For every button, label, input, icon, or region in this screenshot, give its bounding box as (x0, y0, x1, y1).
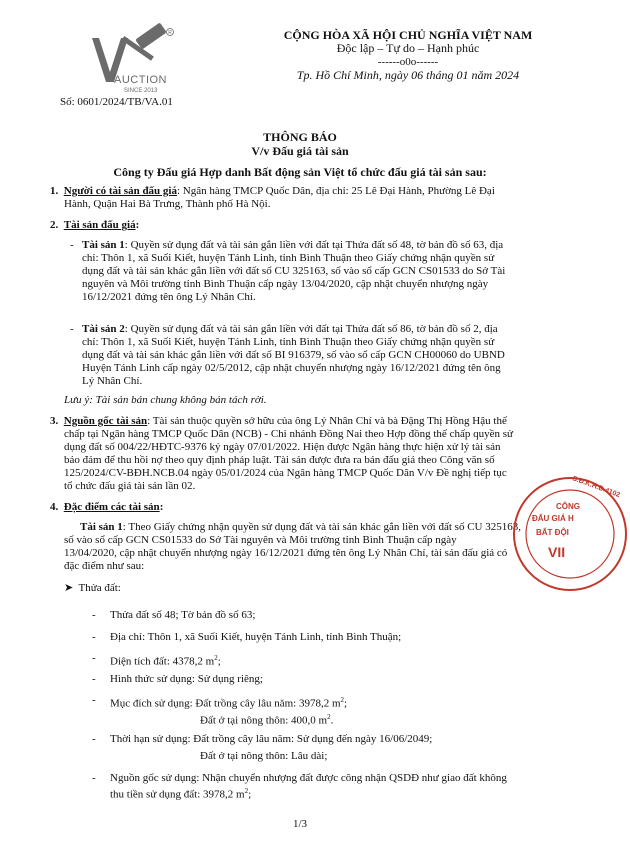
section-3-line2: chấp tại Ngân hàng TMCP Quốc Dân (NCB) - Chi nhánh Đồng Nai theo Hợp đồng thế chấp quyền sử (64, 428, 513, 440)
asset-2-line3: dụng đất và tài sản khác gắn liền với đất số BI 916379, số vào sổ cấp GCN CH00060 do UBND (82, 349, 505, 361)
section-1-line2: Hành, Quận Hai Bà Trưng, Thành phố Hà Nội. (64, 198, 271, 210)
seal-line1: CÔNG (556, 502, 580, 511)
asset-2-line5: Lý Nhân Chí. (82, 375, 143, 387)
land-item-purpose-rural (200, 711, 333, 727)
asset-2-line1 (82, 323, 562, 336)
divider-text: ------o0o------ (377, 56, 439, 68)
land-origin-text: thu tiền sử dụng đất: 3978,2 m (110, 788, 245, 801)
land-item-purpose (110, 694, 347, 710)
seal-stamp-icon (510, 462, 630, 612)
asset-1-line2: chỉ: Thôn 1, xã Suối Kiết, huyện Tánh Linh, tỉnh Bình Thuận theo Giấy chứng nhận quyền sử (82, 252, 495, 264)
svg-text:R: R (168, 30, 172, 36)
land-origin-sup: 2 (244, 787, 249, 795)
section-1-num: 1. (50, 185, 59, 197)
section-4-text1: : Theo Giấy chứng nhận quyền sử dụng đất và tài sản khác gắn liền với đất số CU 325163, (122, 521, 521, 533)
asset-1-bullet: - (70, 239, 74, 251)
land-purpose-semicolon: ; (344, 697, 348, 710)
notice-title: THÔNG BÁO (263, 130, 337, 144)
arrow-bullet-icon: ➤ (64, 582, 74, 594)
svg-text:S.Đ.K.H.Đ.4102: S.Đ.K.H.Đ.4102 (571, 475, 621, 500)
section-3-line1: : Tài sản thuộc quyền sở hữu của ông Lý Nhân Chí và bà Đặng Thị Hồng Hậu thế (147, 415, 507, 427)
land-item-term: Thời hạn sử dụng: Đất trồng cây lâu năm: Sử dụng đến ngày 16/06/2049; (110, 733, 433, 745)
asset-note: Lưu ý: Tài sản bán chung không bán tách rời. (64, 394, 267, 406)
section-1-heading: Người có tài sản đấu giá (63, 185, 177, 197)
motto: Độc lập – Tự do – Hạnh phúc (336, 41, 480, 55)
asset-1-line4: nguyên và Môi trường tỉnh Bình Thuận cấp ngày 13/04/2020, cập nhật chuyển nhượng ngày (82, 278, 489, 290)
land-purpose-sup: 2 (340, 696, 345, 704)
seal-line3: BẤT ĐỘI (536, 528, 569, 537)
section-4-num: 4. (50, 501, 59, 513)
land-item-bullet: - (92, 631, 96, 643)
land-origin-semicolon: ; (248, 788, 252, 801)
section-3 (50, 415, 570, 428)
land-item-origin-line2 (110, 785, 251, 801)
page-number: 1/3 (292, 818, 308, 830)
section-4-para-line2: số vào sổ cấp GCN CS01533 do Sở Tài nguyên và Môi trường tỉnh Bình Thuận cấp ngày (64, 534, 457, 546)
section-3-num: 3. (50, 415, 59, 427)
notice-subtitle: V/v Đấu giá tài sản (251, 144, 349, 158)
land-rural-sup: 2 (327, 713, 331, 721)
land-item-bullet: - (92, 694, 96, 706)
section-4-para-line3: 13/04/2020, cập nhật chuyển nhượng ngày 16/12/2021 đứng tên ông Lý Nhân Chí, tài sản đấu giá có (64, 547, 508, 559)
company-seal (510, 462, 630, 612)
land-purpose-text: Mục đích sử dụng: Đất trồng cây lâu năm: 3978,2 m (110, 697, 341, 710)
section-3-heading: Nguồn gốc tài sản (63, 415, 148, 427)
land-title-text: Thửa đất: (78, 582, 121, 594)
section-4-asset-label: Tài sản 1 (80, 521, 123, 533)
section-1 (50, 185, 560, 198)
asset-2-label: Tài sản 2 (82, 323, 125, 335)
land-area-semicolon: ; (217, 655, 221, 668)
asset-1-line5: 16/12/2021 đứng tên ông Lý Nhân Chí. (82, 291, 256, 303)
section-2-heading: Tài sản đấu giá (63, 219, 136, 231)
land-rural-dot: . (330, 714, 334, 727)
section-3-line4: bảo đảm để thu hồi nợ theo quy định pháp luật. Tài sản được đưa ra bán đấu giá theo Công văn số (64, 454, 495, 466)
section-4-para-line1 (80, 521, 560, 534)
section-2 (50, 219, 139, 232)
land-item-bullet: - (92, 772, 96, 784)
land-item-bullet: - (92, 733, 96, 745)
land-item-area (110, 652, 221, 668)
section-3-line3: dụng đất số 004/22/HĐTC-9376 ký ngày 07/01/2022. Hiện được Ngân hàng thực hiện xử lý tài sản (64, 441, 501, 453)
logo-since: SINCE 2013 (124, 88, 158, 94)
section-3-line6: tổ chức đấu giá tài sản lần 02. (64, 480, 196, 492)
vauction-logo (84, 20, 184, 100)
land-rural-text: Đất ở tại nông thôn: 400,0 m (200, 714, 328, 727)
logo-text: AUCTION (114, 74, 167, 86)
land-item-bullet: - (92, 673, 96, 685)
land-item-usage-form: Hình thức sử dụng: Sử dụng riêng; (110, 673, 263, 685)
doc-number: Số: 0601/2024/TB/VA.01 (60, 96, 173, 108)
section-4 (50, 501, 163, 514)
asset-2-bullet: - (70, 323, 74, 335)
asset-2-line4: Huyện Tánh Linh cấp ngày 02/5/2012, cập nhật chuyển nhượng ngày 16/12/2021 đứng tên ông (82, 362, 501, 374)
section-4-heading: Đặc điểm các tài sản (63, 501, 160, 513)
land-item-bullet: - (92, 652, 96, 664)
section-3-line5: 125/2024/CV-BĐH.NCB.04 ngày 05/01/2024 của Ngân hàng TMCP Quốc Dân V/v Đề nghị tiếp tục (64, 467, 507, 479)
land-item-bullet: - (92, 609, 96, 621)
asset-2-text1: : Quyền sử dụng đất và tài sản gắn liền với đất tại Thửa đất số 86, tờ bản đồ số 2, địa (124, 323, 498, 335)
land-item-address: Địa chỉ: Thôn 1, xã Suối Kiết, huyện Tánh Linh, tỉnh Bình Thuận; (110, 631, 402, 643)
land-title (64, 582, 121, 595)
asset-2-line2: chỉ: Thôn 1, xã Suối Kiết, huyện Tánh Linh, tỉnh Bình Thuận theo Giấy chứng nhận quyền sử (82, 336, 495, 348)
land-item-term-rural: Đất ở tại nông thôn: Lâu dài; (200, 750, 328, 762)
asset-1-line3: dụng đất và tài sản khác gắn liền với đất số CU 325163, số vào sổ cấp GCN CS01533 do Sở Tài (82, 265, 506, 277)
section-4-colon: : (159, 501, 164, 513)
section-4-para-line4: đặc điểm như sau: (64, 560, 145, 572)
land-item-parcel: Thửa đất số 48; Tờ bản đồ số 63; (110, 609, 256, 621)
asset-1-text1: : Quyền sử dụng đất và tài sản gắn liền với đất tại Thửa đất số 48, tờ bản đồ số 63, địa (124, 239, 504, 251)
land-area-sup: 2 (214, 654, 218, 662)
section-2-colon: : (135, 219, 140, 231)
asset-1-line1 (82, 239, 562, 252)
land-item-origin: Nguồn gốc sử dụng: Nhận chuyển nhượng đất được công nhận QSDĐ như giao đất không (110, 772, 507, 784)
land-area-text: Diện tích đất: 4378,2 m (110, 655, 215, 668)
section-2-num: 2. (50, 219, 59, 231)
place-date: Tp. Hồ Chí Minh, ngày 06 tháng 01 năm 2024 (296, 68, 520, 82)
intro-line: Công ty Đấu giá Hợp danh Bất động sản Việt tổ chức đấu giá tài sản sau: (113, 165, 487, 179)
nation-title: CỘNG HÒA XÃ HỘI CHỦ NGHĨA VIỆT NAM (283, 28, 533, 42)
seal-line2: ĐẤU GIÁ H (532, 514, 574, 523)
section-1-line1: : Ngân hàng TMCP Quốc Dân, địa chỉ: 25 Lê Đại Hành, Phường Lê Đại (176, 185, 495, 197)
seal-line4: VII (548, 544, 566, 560)
asset-1-label: Tài sản 1 (82, 239, 125, 251)
